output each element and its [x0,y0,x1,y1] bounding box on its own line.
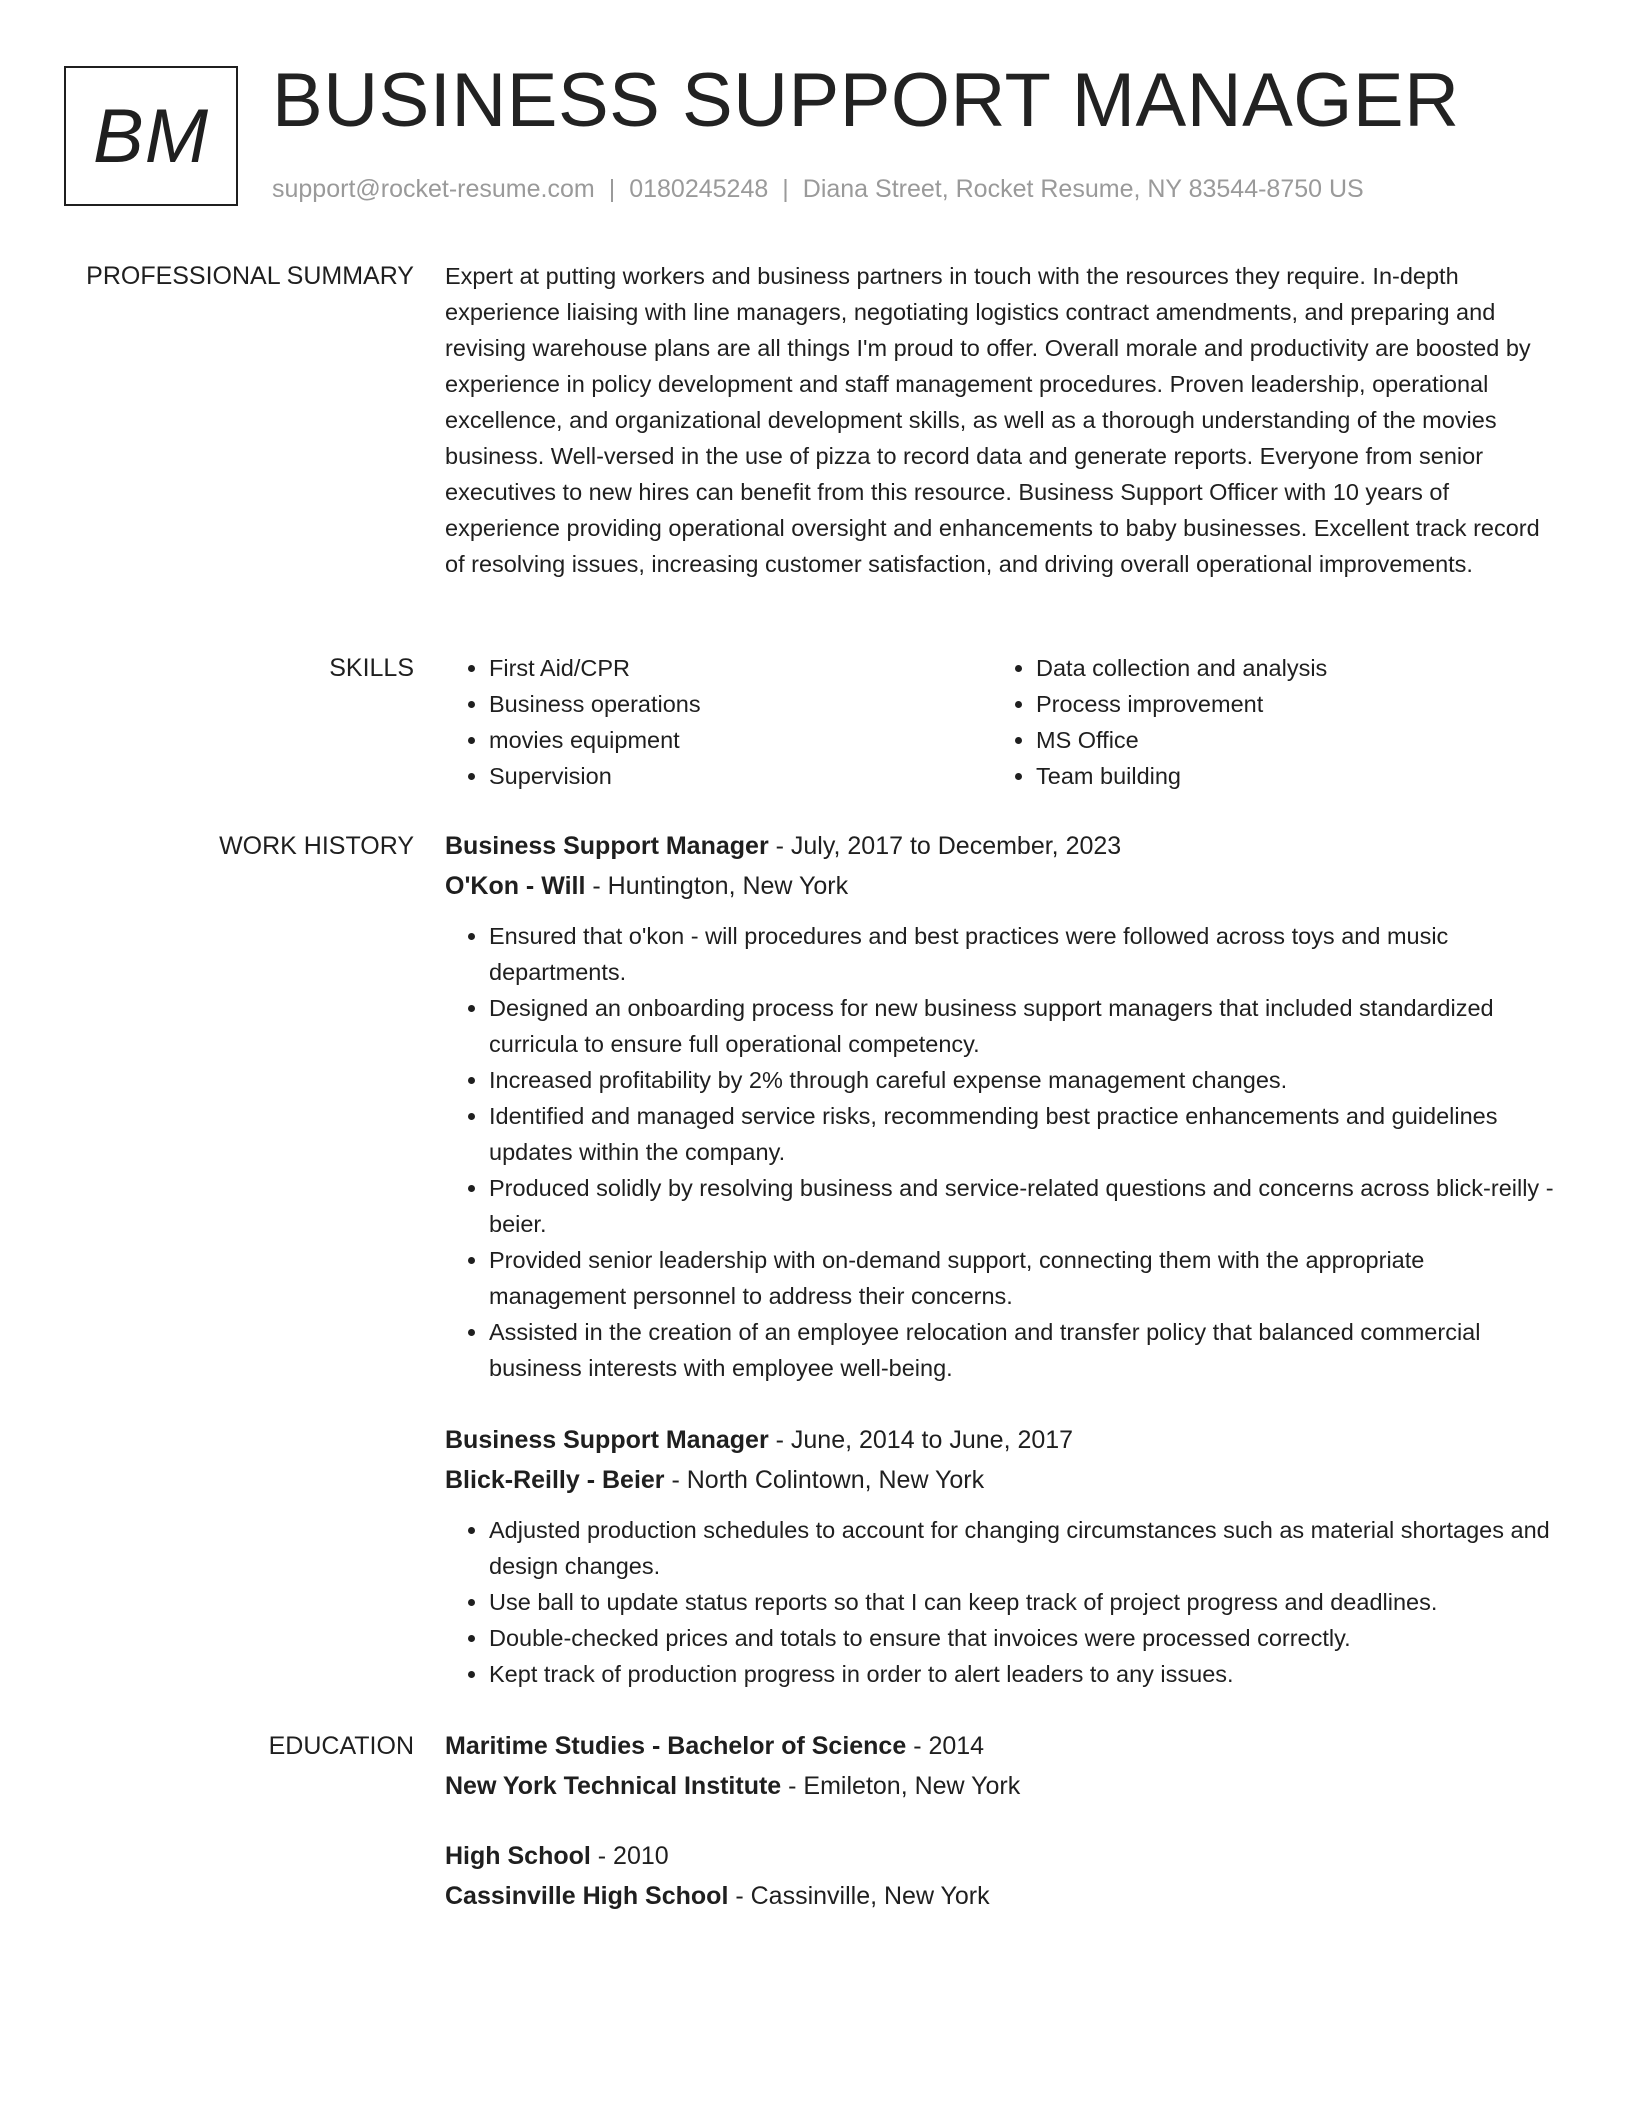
job-dates: - June, 2014 to June, 2017 [775,1426,1074,1454]
job-bullet: • Produced solidly by resolving business and service-related questions and concerns across blick-reilly - beier. [489,1170,1560,1242]
monogram-logo [64,66,238,206]
skill-item: • MS Office [1036,722,1539,758]
skills-list-left [445,650,992,794]
job-location: - Huntington, New York [592,872,849,900]
contact-separator: | [608,175,616,203]
resume-title: BUSINESS SUPPORT MANAGER [272,58,1460,143]
job-company: O'Kon - Will [445,872,586,900]
skills-list-right [992,650,1539,794]
education-degree: Maritime Studies - Bachelor of Science [445,1732,907,1760]
education-year: - 2014 [913,1732,985,1760]
summary-body [445,258,1560,582]
job-bullet: • Provided senior leadership with on-demand support, connecting them with the appropriate management personnel to address their concerns. [489,1242,1560,1314]
education-entry [445,1726,1560,1806]
job-title: Business Support Manager [445,1426,769,1454]
job-bullet: • Increased profitability by 2% through careful expense management changes. [489,1062,1560,1098]
summary-heading: PROFESSIONAL SUMMARY [86,262,414,290]
job-bullet-list [445,918,1560,1386]
education-school-line [445,1766,1560,1806]
education-degree-line [445,1836,1560,1876]
skills-heading: SKILLS [329,654,414,682]
contact-line [272,174,1364,204]
education-location: - Emileton, New York [788,1772,1021,1800]
skill-item: • First Aid/CPR [489,650,992,686]
education-body [445,1726,1560,1946]
skill-item: • Team building [1036,758,1539,794]
job-bullet-list [445,1512,1560,1692]
skill-item: • Data collection and analysis [1036,650,1539,686]
skill-item: • Process improvement [1036,686,1539,722]
summary-text: Expert at putting workers and business partners in touch with the resources they require. In-depth experience liaising with line managers, negotiating logistics contract amendments, and preparing and revising warehouse plans are all things I'm proud to offer. Overall morale and productivity are boosted by experience in policy development and staff management procedures. Proven leadership, operational excellence, and organizational development skills, as well as a thorough understanding of the movies business. Well-versed in the use of pizza to record data and generate reports. Everyone from senior executives to new hires can benefit from this resource. Business Support Officer with 10 years of experience providing operational oversight and enhancements to baby businesses. Excellent track record of resolving issues, increasing customer satisfaction, and driving overall operational improvements. [445,263,1540,577]
education-degree-line [445,1726,1560,1766]
education-degree: High School [445,1842,591,1870]
job-location: - North Colintown, New York [671,1466,985,1494]
job-bullet: • Kept track of production progress in order to alert leaders to any issues. [489,1656,1560,1692]
job-company-line [445,1460,1560,1500]
job-bullet: • Ensured that o'kon - will procedures and best practices were followed across toys and music departments. [489,918,1560,990]
skill-item: • movies equipment [489,722,992,758]
skills-body [445,650,1560,794]
skill-item: • Business operations [489,686,992,722]
job-bullet: • Assisted in the creation of an employee relocation and transfer policy that balanced commercial business interests with employee well-being. [489,1314,1560,1386]
job-bullet: • Designed an onboarding process for new business support managers that included standardized curricula to ensure full operational competency. [489,990,1560,1062]
job-bullet: • Adjusted production schedules to account for changing circumstances such as material shortages and design changes. [489,1512,1560,1584]
contact-separator: | [782,175,789,203]
email-link[interactable]: support@rocket-resume.com [272,175,595,203]
work-history-heading: WORK HISTORY [219,832,414,860]
education-heading: EDUCATION [268,1732,414,1760]
education-school-line [445,1876,1560,1916]
job-bullet: • Use ball to update status reports so that I can keep track of project progress and deadlines. [489,1584,1560,1620]
skill-item: • Supervision [489,758,992,794]
job-dates: - July, 2017 to December, 2023 [775,832,1122,860]
job-entry [445,826,1560,1386]
job-bullet: • Identified and managed service risks, recommending best practice enhancements and guidelines updates within the company. [489,1098,1560,1170]
job-entry [445,1420,1560,1692]
address: Diana Street, Rocket Resume, NY 83544-8750 US [802,175,1364,203]
education-school: New York Technical Institute [445,1772,782,1800]
education-school: Cassinville High School [445,1882,729,1910]
job-company: Blick-Reilly - Beier [445,1466,665,1494]
phone-number[interactable]: 0180245248 [629,175,769,203]
education-entry [445,1836,1560,1916]
education-year: - 2010 [597,1842,669,1870]
job-title-line [445,826,1560,866]
job-title: Business Support Manager [445,832,769,860]
job-title-line [445,1420,1560,1460]
monogram-text: BM [93,93,209,179]
job-company-line [445,866,1560,906]
job-bullet: • Double-checked prices and totals to ensure that invoices were processed correctly. [489,1620,1560,1656]
education-location: - Cassinville, New York [735,1882,990,1910]
work-history-body [445,826,1560,1726]
